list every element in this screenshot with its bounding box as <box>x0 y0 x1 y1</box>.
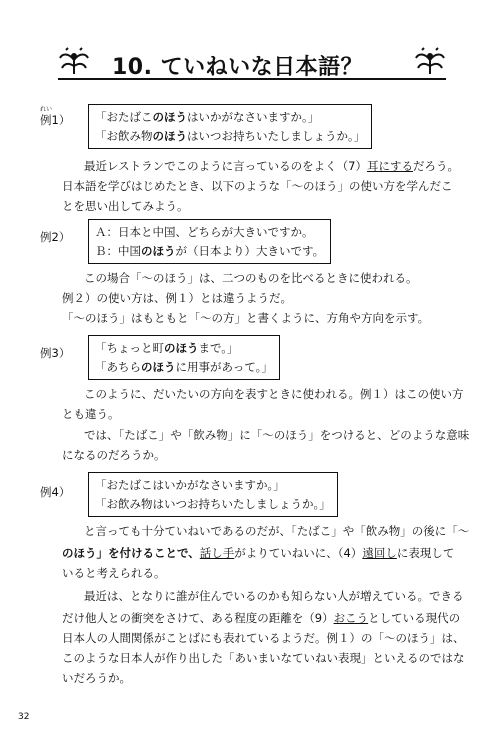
example-line: 「お飲み物のほうはいつお持ちいたしましょうか。」 <box>95 129 366 143</box>
example-box <box>88 219 331 264</box>
example-line: 「おたばこのほうはいかがなさいますか。」 <box>95 110 320 124</box>
title-banner <box>58 44 446 84</box>
page-number: 32 <box>18 712 30 722</box>
body-line: と言っても十分ていねいであるのだが、「たばこ」や「飲み物」の後に「～ <box>84 524 470 538</box>
title-underline <box>58 78 446 80</box>
body-line: このように、だいたいの方向を表すときに使われる。例１）はこの使い方 <box>84 387 464 401</box>
example-line: 「おたばこはいかがなさいますか。」 <box>95 478 285 492</box>
page-title: 10. ていねいな日本語？ <box>112 55 364 80</box>
body-line: だけ他人との衝突をさけて、ある程度の距離を（9）おこうとしている現代の <box>62 611 461 625</box>
body-line: この場合「～のほう」は、二つのものを比べるときに使われる。 <box>84 271 418 285</box>
body-line: いだろうか。 <box>62 671 131 685</box>
body-line: のほう」を付けることで、話し手がよりていねいに、（4）遠回しに表現して <box>62 546 455 560</box>
example-line: 「ちょっと町のほうまで。」 <box>95 341 239 355</box>
body-line: とを思い出してみよう。 <box>62 199 189 213</box>
example-label: 例4） <box>40 485 71 499</box>
body-line: では、「たばこ」や「飲み物」に「～のほう」をつけると、どのような意味 <box>84 428 470 442</box>
body-line: 最近レストランでこのように言っているのをよく（7）耳にするだろう。 <box>84 159 459 173</box>
body-line: いると考えられる。 <box>62 566 166 580</box>
example-box <box>88 335 280 380</box>
body-line: になるのだろうか。 <box>62 448 166 462</box>
body-line: 日本人の人間関係がことばにも表れているようだ。例１）の「～のほう」は、 <box>62 631 465 645</box>
example-label: れい 例1） <box>40 106 71 127</box>
example-line: Ａ：日本と中国、どちらが大きいですか。 <box>95 225 314 239</box>
body-line: 「～のほう」はもともと「～の方」と書くように、方角や方向を示す。 <box>62 311 430 325</box>
furigana: れい <box>40 106 53 113</box>
example-box <box>88 472 338 517</box>
body-line: 日本語を学びはじめたとき、以下のような「～のほう」の使い方を学んだこ <box>62 179 453 193</box>
body-line: 最近は、となりに誰が住んでいるのかも知らない人が増えている。できる <box>84 589 464 603</box>
sprout-ornament-icon <box>414 46 446 76</box>
example-box <box>88 104 372 149</box>
body-line: このような日本人が作り出した「あいまいなていねい表現」といえるのではな <box>62 651 465 665</box>
sprout-ornament-icon <box>58 46 90 76</box>
example-label: 例2） <box>40 230 71 244</box>
example-line: Ｂ：中国のほうが（日本より）大きいです。 <box>95 244 325 258</box>
body-line: とも違う。 <box>62 407 120 421</box>
example-line: 「あちらのほうに用事があって。」 <box>95 360 273 374</box>
body-line: 例２）の使い方は、例１）とは違うようだ。 <box>62 291 292 305</box>
example-label: 例3） <box>40 346 71 360</box>
example-line: 「お飲み物はいつお持ちいたしましょうか。」 <box>95 497 331 511</box>
